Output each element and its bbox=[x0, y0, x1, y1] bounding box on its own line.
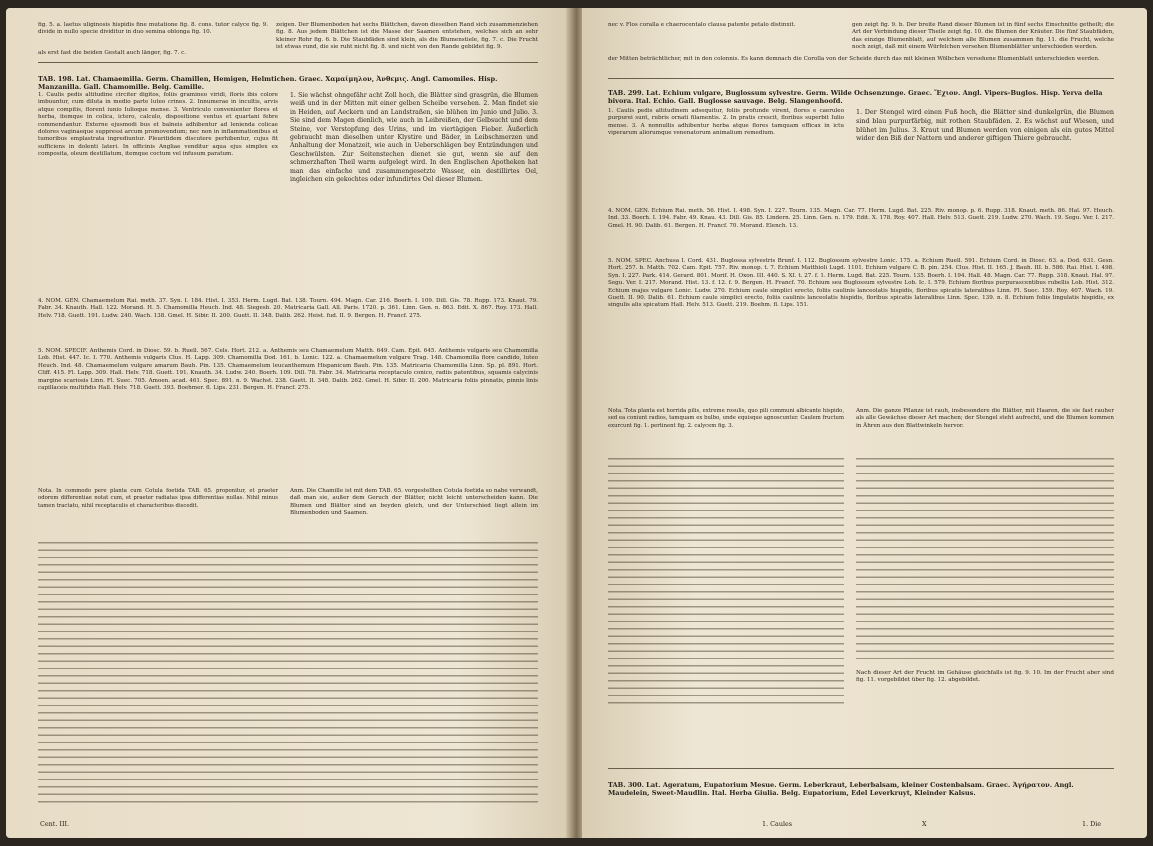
right-footer-signature: X bbox=[922, 820, 927, 828]
left-note-latin: Nota. In commodo pere planta cum Cotula foetida TAB. 65. proponitur, et praeter odorem differentiae notat cum, et praeter radiatas ipsa differentias nullas. Nihil minus tamen tractatu, nihil receptaculis et characteribus discedit. bbox=[38, 488, 278, 509]
right-footer-caules: 1. Caules bbox=[762, 820, 793, 828]
nom-gen-echium: 4. NOM. GEN. Echium Rai. meth. 56. Hist. I. 498. Syn. I. 227. Tourn. 135. Magn. Car. 77. Herm. Lugd. Bat. 225. Riv. monop. p. 6. Rupp. 318. Knaut. meth. 86. Hal. 97. Heuch. Ind. 33. Boerh. I. 194. Fabr. 49. Knau. 43. Dill. Gis. 85. Lindern. 25. Linn. Gen. n. 179. Edit. X. 178. Roy. 407. Hall. Helv. 513. Guett. 219. Ludw. 270. Wach. 19. Segu. Ver. I. 217. Gmel. H. 90. Dalib. 61. Bergen. H. Francf. 70. Morand. Elench. 13. bbox=[608, 208, 1114, 229]
left-dense-print-area bbox=[38, 538, 538, 808]
tab198-heading: TAB. 198. Lat. Chamaemilla. Germ. Chamillen, Hemigen, Helmtichen. Graec. Χαμαίμηλον, Ἀνθεμις. Angl. Camomiles. Hisp. Manzanilla. Gall. Chamomille. Belg. Camille. bbox=[38, 74, 498, 91]
left-note-german: Anm. Die Chamille ist mit dem TAB. 65. vorgestellten Cotula foetida so nahe verwandt, daß man sie, außer dem Geruch der Blätter, nicht leicht unterscheiden kann. Die Blumen und Blätter sind an beyden gleich, und der Unterschied liegt allein im Blumenboden und Saamen. bbox=[290, 488, 538, 517]
nom-spec-anthemis: 5. NOM. SPECIF. Anthemis Cord. in Diosc. 59. b. Ruell. 567. Cels. Hort. 212. a. Anthemis seu Chamaemelum Matth. 649. Cam. Epit. 645. Anthemis vulgaris seu Chamomilla Lob. Hist. 447. Ic. I. 770. Anthemis vulgaris Clus. H. Lapp. 309. Chamomilla Dod. 161. b. Lonic. 122. a. Chamaemelum vulgare Trag. 148. Chamomilla flore candido, luteo Heuch. Ind. 48. Chamaemelum vulgare amarum Bauh. Pin. 135. Chamaemelum leucanthemum Hispanicum Bauh. Pin. 135. Matricaria Chamomilla Linn. Sp. pl. 891. Hort. Cliff. 415. Fl. Lapp. 309. Hall. Helv. 718. Guett. 191. Knauth. 34. Ludw. 240. Boerh. 109. Dill. 78. Fabr. 34. Matricaria receptaculo conico, radiis patentibus, squamis calycinis margine scariosis Linn. Fl. Suec. 705. Amoen. acad. 461. Spec. 891. n. 9. Wachst. 238. Guett. II. 348. Dalib. 262. Gmel. H. Sibir. II. 200. Matricaria foliis pinnatis, pinnis linis capillaceis multifidis Hall. Helv. 718. Guett. 393. Boehmer. fl. Lips. 231. Bergen. H. Francf. 275. bbox=[38, 348, 538, 392]
left-top-german: zeigen. Der Blumenboden hat sechs Blättchen, davon dieselben Rand sich zusammenziehen fig. 8. Aus jedem Blättchen ist die Masse der Saamen entstehen, welches sich an sehr kleiner Rohr fig. 6. b. Die Staubfäden sind klein, als die Blumenstiele, fig. 7. c. Die Frucht ist etwas rund, die sie ruht nicht fig. 8. und nicht von den Rande gebildet fig. 9. bbox=[276, 22, 538, 51]
nom-gen-chamaemelum: 4. NOM. GEN. Chamaemelum Rai. meth. 37. Syn. I. 184. Hist. I. 353. Herm. Lugd. Bat. 138. Tourn. 494. Magn. Car. 216. Boerh. I. 109. Dill. Gis. 78. Rupp. 173. Knaut. 79. Fabr. 34. Knauth. Hall. 122. Morand. H. 5. Chamomilla Heuch. Ind. 48. Siegesb. 20. Matricaria Gall. All. Paris. 1720. p. 361. Linn. Gen. n. 863. Edit. X. 867. Roy. 173. Hall. Helv. 718. Guett. 191. Ludw. 240. Wach. 138. Gmel. H. Sibir. II. 200. Guett. II. 348. Dalib. 262. Heist. fud. II. 9. Bergen. H. Francf. 275. bbox=[38, 298, 538, 319]
tab299-german-text: 1. Der Stengel wird einen Fuß hoch, die Blätter sind dunkelgrün, die Blumen sind blau purpurfärbig, mit rothen Staubfäden. 2. Es wächst auf Wiesen, und blühet im Julius. 3. Kraut und Blumen werden von einigen als ein gutes Mittel wider den Biß der Nattern und anderer giftigen Thiere gebraucht. bbox=[856, 108, 1114, 143]
right-top-continuation: der Mitten beträchtlicher, mit in den colonnis. Es kann demnach die Corolla von der Scheide durch das mit kleinen Wölbchen versehene Blumenblatt unterschieden werden. bbox=[608, 56, 1100, 62]
separator-line bbox=[608, 78, 1114, 79]
nom-spec-echium: 5. NOM. SPEC. Anchusa I. Cord. 431. Buglossa sylvestris Brunf. I. 112. Buglossum sylvestre Lonic. 175. a. Echium Ruell. 591. Echium Cord. in Diosc. 63. a. Dod. 631. Gesn. Hort. 257. b. Matth. 702. Cam. Epit. 757. Riv. monop. t. 7. Echium Matthioli Lugd. 1101. Echium vulgare C. B. pin. 254. Clus. Hist. II. 165. J. Bauh. III. b. 586. Rai. Hist. I. 498. Syn. I. 227. Park. 414. Gerard. 801. Morif. H. Oxon. III. 440. S. XI. t. 27. f. 1. Herm. Lugd. Bat. 225. Tourn. 135. Boerh. I. 194. Hall. 48. Magn. Car. 77. Rupp. 318. Knaut. Hal. 97. Segu. Ver. I. 217. Morand. Hist. 13. f. 12. f. 9. Bergen. H. Francf. 70. Echium seu Buglossum sylvestre Lob. Ic. I. 579. Echium floribus purpurascentibus rubellis Lob. Hist. 312. Echium majus vulgare Lonic. Ludw. 270. Echium caule simplici erecto, foliis caulinis lanceolatis hispidis, floribus spicatis lateralibus Linn. Fl. Suec. 159. Roy. 407. Wach. 19. Guett. II. 90. Dalib. 61. Echium caule simplici erecto, foliis caulinis lanceolatis hispidis, floribus spicatis lateralibus Linn. Spec. 139. n. 8. Echium foliis lingulatis hispidis, ex singulis alis spicatum Hall. Helv. 513. Guett. 219. Boehm. fl. Lips. 151. bbox=[608, 258, 1114, 309]
right-note-latin: Nota. Tota planta est horrida pilis, extreme rosulis, quo pili communi albicante hispido, sed ea coniunt radios, tamquam ex bulbo, unde equisque agnoscuntur. Caulem fructum exurcunt fig. 1. pertinent fig. 2. calycem fig. 3. bbox=[608, 408, 844, 429]
left-page bbox=[6, 8, 571, 838]
tab299-heading: TAB. 299. Lat. Echium vulgare, Buglossum sylvestre. Germ. Wilde Ochsenzunge. Graec. Ἔχιον. Angl. Vipers-Buglos. Hisp. Yerva della bivora. Ital. Echio. Gall. Buglosse sauvage. Belg. Slangenhoofd. bbox=[608, 88, 1103, 105]
open-book bbox=[6, 8, 1147, 838]
right-page bbox=[582, 8, 1147, 838]
tab300-heading: TAB. 300. Lat. Ageratum, Eupatorium Mesue. Germ. Leberkraut, Leberbalsam, kleiner Costenbalsam. Graec. Ἀγήρατον. Angl. Maudelein, Sweet-Maudlin. Ital. Herba Giulia. Belg. Eupatorium, Edel Leverkruyt, Kleinder Kalsus. bbox=[608, 780, 1074, 797]
separator-line bbox=[38, 62, 538, 63]
left-top-latin: fig. 5. a. laetus uliginosis hispidis fine mutatione fig. 8. cons. tutor calyce fig. 9. divide in nullo specie dividitur in duo semina oblonga fig. 10. bbox=[38, 22, 268, 36]
left-footer: Cent. III. bbox=[40, 820, 70, 828]
right-footer-catchword: 1. Die bbox=[1082, 820, 1102, 828]
right-note-german: Anm. Die ganze Pflanze ist rauh, insbesondere die Blätter, mit Haaren, die sie fast rauher als alle Gewächse dieser Art machen; der Stengel steht aufrecht, und die Blumen kommen in Ähren aus den Blattwinkeln hervor. bbox=[856, 408, 1114, 429]
separator-line bbox=[608, 768, 1114, 769]
tab198-german-text: 1. Sie wächst ohngefähr acht Zoll hoch, die Blätter sind grasgrün, die Blumen weiß und in der Mitten mit einer gelben Scheibe versehen. 2. Man findet sie in Heiden, auf Aeckern und an Landstraßen, sie blühen im Junio und Julio. 3. Sie sind dem Magen dienlich, wie auch in Leibreißen, der Gelbsucht und dem Steine, vor Verstopfung des Urins, und im viertägigen Fieber. Äußerlich gebraucht man dieselben unter Klystire und Bäder, in Leibschmerzen und Anhaltung der Monatzeit, wie auch in Ueberschlägen bey Entzündungen und Geschwülsten. Zur Seitenstechen dienet sie gut, wenn sie auf den schmerzhaften Theil warm aufgelegt wird. In den Englischen Apotheken hat man das einfache und zusammengesetzte Wasser, ein destillirtes Oel, ingleichen ein gekochtes oder infundirtes Oel dieser Blumen. bbox=[290, 92, 538, 184]
right-german-tail: Nach dieser Art der Frucht im Gehäuse gleichfalls ist fig. 9. 10. Im der Frucht aber sind fig. 11. vorgebildet über fig. 12. abgebildet. bbox=[856, 670, 1114, 684]
right-top-latin: nec v. Flos coralla e chaerocentalo clausa patente petalo distinxit. bbox=[608, 22, 796, 28]
right-dense-print-german bbox=[856, 454, 1114, 664]
right-dense-print-latin bbox=[608, 454, 844, 704]
tab198-latin-text: 1. Caulis pedis altitudine circiter digitos, foliis gramineo viridi, floris ibis colore imbuuntur, cum diluta in medio parte luteo crines. 2. Innumerae in incultis, arvis atque compitis, florent iunio Iulioque mense. 3. Ventriculo convenienter flores et herba, itemque in colica, ictero, calculo, dispositione ventus et quartani febre commendantur. Externe ejusmodi bus et balneis adhibentur ad lenienda colicae dolores vaginaeque suppressi arcum promovendum; nec non in inflammationibus et tumoribus emplastrata ingrediuntur. Pleuritidem discutere perhibentur, cujus fit sufficiens in dolenti lateri. In officinis Angliae venditur aqua ejus simplex ex composita, oleum destillatum, itemque coctum vel infusum paratum. bbox=[38, 92, 278, 158]
tab299-latin-text: 1. Caulis pedis altitudinem adsequitur, foliis profunde virent, flores e caeruleo purpurei sunt, rubris ornati filamentis. 2. In pratis crescit, floribus superbit Iulio mense. 3. A nonnullis adhibentur herba atque flores tamquam efficax in ictu viperarum aliorumque venenatorum animalium remedium. bbox=[608, 108, 844, 137]
left-top-continuation: als erst fast die beiden Gestalt auch länger, fig. 7. c. bbox=[38, 50, 186, 56]
right-top-german: gen zeigt fig. 9. b. Der breite Rand dieser Blumen ist in fünf sechs Einschnitte getheilt; die Art der Verbindung dieser Theile zeigt fig. 10. die Blumen der Kräuter. Die fünf Staubfäden, das einzige Blumenblatt, auf welchem alle Blumen zusammen fig. 11. die Frucht, welche noch zeigt, daß mit einem Würfelchen versehen Blumenblätter unterschieden werden. bbox=[852, 22, 1114, 51]
